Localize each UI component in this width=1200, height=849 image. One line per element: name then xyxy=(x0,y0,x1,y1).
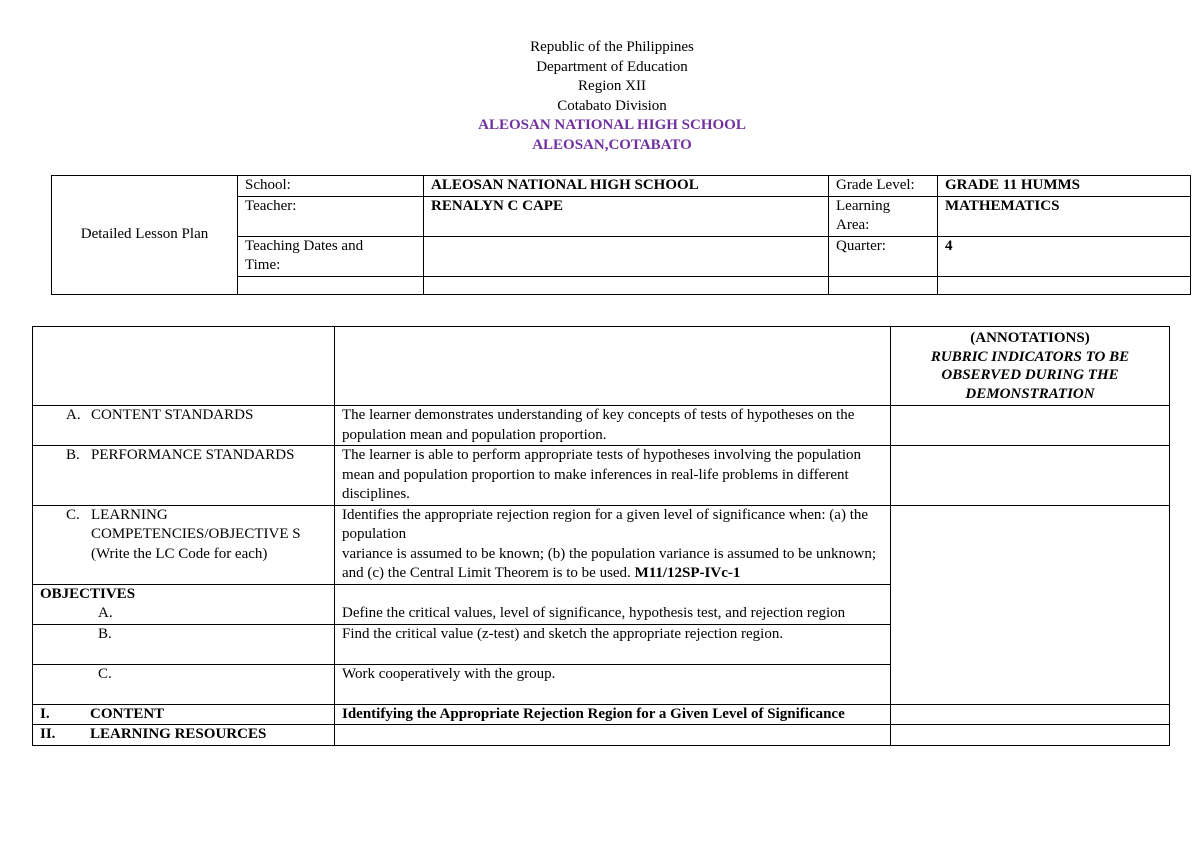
annotations-title: (ANNOTATIONS) xyxy=(970,330,1090,346)
blank-cell xyxy=(938,276,1191,294)
objective-a-text xyxy=(335,584,891,624)
objectives-title: OBJECTIVES xyxy=(40,585,136,602)
learning-resources-title: LEARNING RESOURCES xyxy=(90,726,267,742)
annotations-line3: DEMONSTRATION xyxy=(965,385,1095,402)
lesson-plan-body-table xyxy=(32,326,1170,746)
teaching-dates-value xyxy=(424,236,829,276)
learning-competencies-text xyxy=(335,505,891,584)
objective-b-text: Find the critical value (z-test) and sketch the appropriate rejection region. xyxy=(335,624,891,664)
item-letter: C. xyxy=(66,506,80,523)
content-title: CONTENT xyxy=(90,705,165,722)
annotation-cell xyxy=(891,505,1170,704)
region-line: Region XII xyxy=(578,78,646,94)
republic-line: Republic of the Philippines xyxy=(530,39,694,55)
objective-a-body: Define the critical values, level of significance, hypothesis test, and rejection region xyxy=(342,605,846,621)
content-standards-text: The learner demonstrates understanding of key concepts of tests of hypotheses on the population mean and population proportion. xyxy=(335,406,891,446)
grade-level-label: Grade Level: xyxy=(829,176,938,197)
annotation-cell xyxy=(891,725,1170,746)
learning-competencies-title: LEARNING COMPETENCIES/OBJECTIVE S (Write the LC Code for each) xyxy=(91,506,301,562)
annotations-header xyxy=(891,327,1170,406)
lesson-plan-header-table xyxy=(51,175,1191,295)
learning-area-label xyxy=(829,196,938,236)
performance-standards-label xyxy=(33,446,335,506)
school-address: ALEOSAN,COTABATO xyxy=(532,136,692,153)
learning-competencies-text-line2 xyxy=(342,545,883,584)
learning-competencies-text-line1: Identifies the appropriate rejection region for a given level of significance when: (a) the population xyxy=(342,506,869,542)
objective-a-letter: A. xyxy=(98,605,113,621)
school-label: School: xyxy=(238,176,424,197)
blank-cell xyxy=(335,327,891,406)
quarter-value: 4 xyxy=(938,236,1191,276)
teaching-dates-label xyxy=(238,236,424,276)
blank-cell xyxy=(238,276,424,294)
objective-c-letter: C. xyxy=(98,665,112,682)
lc-code: M11/12SP-IVc-1 xyxy=(634,565,741,581)
content-standards-label xyxy=(33,406,335,446)
lesson-plan-title: Detailed Lesson Plan xyxy=(52,176,238,295)
teaching-dates-label-line1: Teaching Dates and xyxy=(245,237,364,254)
school-name: ALEOSAN NATIONAL HIGH SCHOOL xyxy=(478,117,746,133)
learning-competencies-text-body: variance is assumed to be known; (b) the population variance is assumed to be unknown; and (c) the Central Limit Theorem is to be used. xyxy=(342,545,877,581)
objective-c-label xyxy=(33,664,335,704)
teacher-label: Teacher: xyxy=(238,196,424,236)
letterhead xyxy=(0,38,1200,155)
blank-cell xyxy=(424,276,829,294)
item-letter: A. xyxy=(66,407,81,423)
annotation-cell xyxy=(891,704,1170,725)
learning-resources-label xyxy=(33,725,335,746)
performance-standards-text: The learner is able to perform appropriate tests of hypotheses involving the population mean and population proportion to make inferences in real-life problems in different disciplines. xyxy=(335,446,891,506)
learning-competencies-label xyxy=(33,505,335,584)
objective-c-text: Work cooperatively with the group. xyxy=(335,664,891,704)
content-label xyxy=(33,704,335,725)
annotations-line2: OBSERVED DURING THE xyxy=(941,367,1119,383)
content-text: Identifying the Appropriate Rejection Region for a Given Level of Significance xyxy=(335,704,891,725)
teacher-value: RENALYN C CAPE xyxy=(424,196,829,236)
objectives-label xyxy=(33,584,335,624)
performance-standards-title: PERFORMANCE STANDARDS xyxy=(91,447,295,463)
roman-numeral: II. xyxy=(40,726,56,742)
roman-numeral: I. xyxy=(40,705,50,722)
blank-cell xyxy=(33,327,335,406)
learning-area-label-line2: Area: xyxy=(836,217,870,233)
quarter-label: Quarter: xyxy=(829,236,938,276)
annotations-line1: RUBRIC INDICATORS TO BE xyxy=(930,348,1130,365)
objective-b-letter: B. xyxy=(98,625,112,642)
learning-area-label-line1: Learning xyxy=(836,197,891,214)
teaching-dates-label-line2: Time: xyxy=(245,257,281,273)
learning-area-value: MATHEMATICS xyxy=(938,196,1191,236)
department-line: Department of Education xyxy=(536,58,688,75)
learning-resources-text xyxy=(335,725,891,746)
blank-cell xyxy=(829,276,938,294)
annotation-cell xyxy=(891,446,1170,506)
objective-b-label xyxy=(33,624,335,664)
division-line: Cotabato Division xyxy=(557,97,667,114)
content-standards-title: CONTENT STANDARDS xyxy=(91,407,254,423)
item-letter: B. xyxy=(66,447,80,463)
school-value: ALEOSAN NATIONAL HIGH SCHOOL xyxy=(424,176,829,197)
grade-level-value: GRADE 11 HUMMS xyxy=(938,176,1191,197)
annotation-cell xyxy=(891,406,1170,446)
